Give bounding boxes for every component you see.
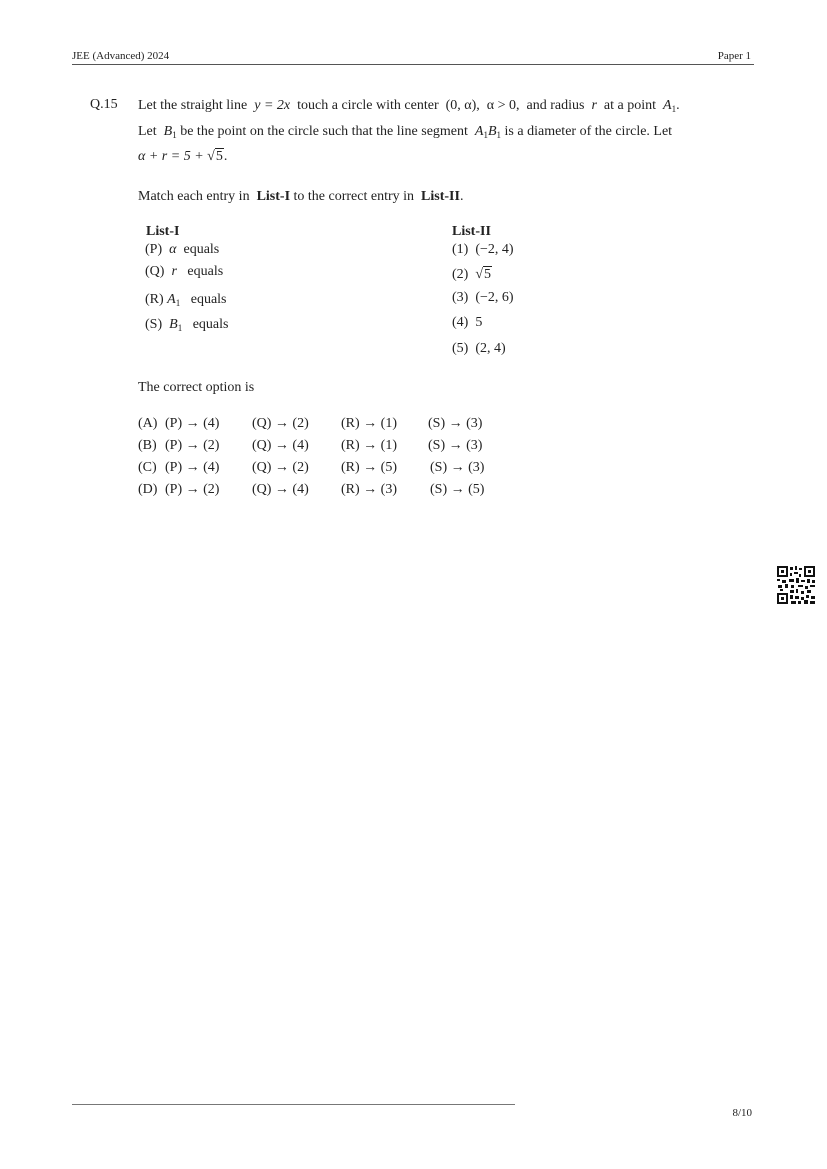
header-paper-label: Paper 1 <box>717 50 751 62</box>
option-b[interactable]: (B) (P) → (2) (Q) → (4) (R) → (1) (S) → (3) <box>138 438 483 453</box>
list1-item-q: (Q) r equals <box>145 264 224 279</box>
match-instruction: Match each entry in List-I to the correct entry in List-II. <box>138 189 464 204</box>
option-a[interactable]: (A) (P) → (4) (Q) → (2) (R) → (1) (S) → (3) <box>138 416 483 431</box>
question-line-3: α + r = 5 + √5. <box>138 149 228 164</box>
qr-code-icon <box>776 565 816 605</box>
list2-item-5: (5) (2, 4) <box>452 341 506 356</box>
list1-heading: List-I <box>146 224 180 239</box>
option-d[interactable]: (D) (P) → (2) (Q) → (4) (R) → (3) (S) → (5) <box>138 482 485 497</box>
list2-item-4: (4) 5 <box>452 315 483 330</box>
question-line-2: Let $B_1$ be the point on the circle such that the line segment $A_1B_1$ is a diameter of the circle. Let <box>138 124 673 140</box>
list2-heading: List-II <box>452 224 491 239</box>
question-number: Q.15 <box>90 97 118 112</box>
sqrt-expression: √5 <box>475 267 492 282</box>
list2-item-1: (1) (−2, 4) <box>452 242 514 257</box>
list1-item-p: (P) α equals <box>145 242 220 257</box>
header-exam-title: JEE (Advanced) 2024 <box>72 50 170 62</box>
list1-item-s: (S) $B_1$ equals <box>145 317 229 333</box>
footer-divider <box>72 1104 515 1105</box>
list2-item-3: (3) (−2, 6) <box>452 290 514 305</box>
header-divider <box>72 64 754 65</box>
list1-item-r: (R) $A_1$ equals <box>145 292 227 308</box>
option-c[interactable]: (C) (P) → (4) (Q) → (2) (R) → (5) (S) → (3) <box>138 460 485 475</box>
question-line-1: Let the straight line y = 2x touch a circle with center (0, α), α > 0, and radius r at a point $A_1$. <box>138 98 680 114</box>
list2-item-2: (2) √5 <box>452 267 492 282</box>
sqrt-expression: √5 <box>207 149 223 164</box>
page-number: 8/10 <box>732 1107 752 1119</box>
options-prompt: The correct option is <box>138 380 255 395</box>
